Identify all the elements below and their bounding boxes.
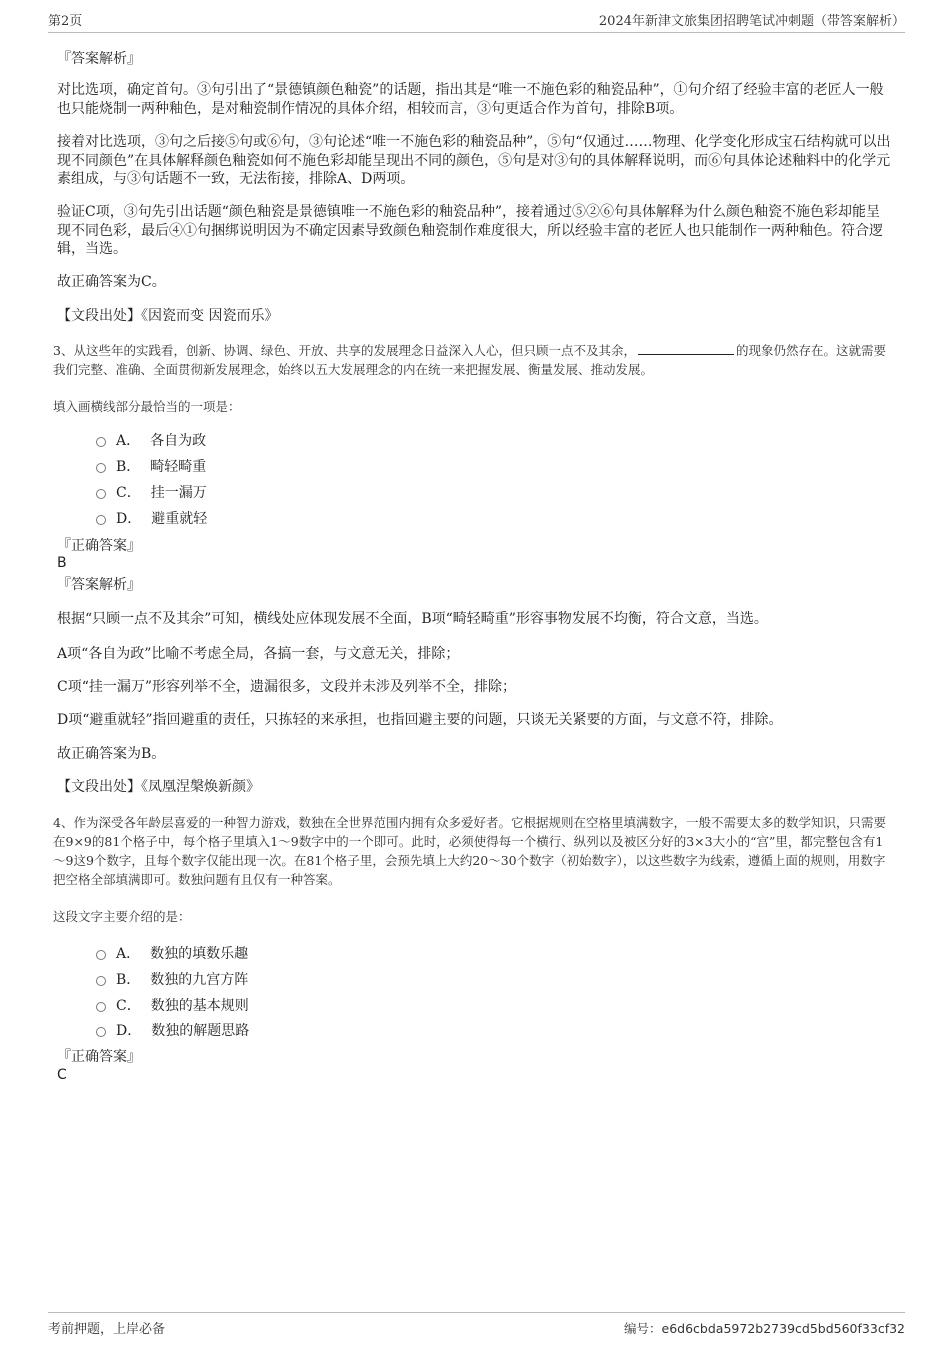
option-text: 避重就轻 — [151, 511, 208, 527]
option-text: 挂一漏万 — [150, 485, 207, 501]
option-letter: B． — [116, 459, 141, 475]
q4-option-d[interactable] — [96, 1020, 249, 1040]
q4-answer-label: 『正确答案』 — [57, 1049, 141, 1065]
option-text: 畸轻畸重 — [150, 459, 207, 475]
option-letter: C． — [116, 998, 141, 1014]
option-letter: B． — [116, 972, 141, 988]
q3-prompt: 填入画横线部分最恰当的一项是： — [53, 399, 241, 414]
q3-analysis-p4: D项“避重就轻”指回避重的责任，只拣轻的来承担，也指回避主要的问题，只谈无关紧要的方面，与文意不符，排除。 — [57, 712, 783, 728]
radio-icon[interactable] — [96, 489, 106, 499]
q3-answer-label: 『正确答案』 — [57, 538, 141, 554]
q3-source: 【文段出处】《凤凰涅槃焕新颜》 — [57, 779, 260, 795]
document-code: 编号：e6d6cbda5972b2739cd5bd560f33cf32 — [624, 1321, 905, 1336]
q3-analysis-p1: 根据“只顾一点不及其余”可知，横线处应体现发展不全面，B项“畸轻畸重”形容事物发展不均衡，符合文意，当选。 — [57, 611, 768, 627]
q2-source: 【文段出处】《因瓷而变 因瓷而乐》 — [57, 308, 279, 324]
q3-blank — [638, 342, 734, 355]
q3-analysis-p3: C项“挂一漏万”形容列举不全，遗漏很多，文段并未涉及列举不全，排除； — [57, 679, 517, 695]
q4-prompt: 这段文字主要介绍的是： — [53, 909, 191, 924]
document-title: 2024年新津文旅集团招聘笔试冲刺题（带答案解析） — [598, 14, 905, 29]
radio-icon[interactable] — [96, 950, 106, 960]
q2-conclusion: 故正确答案为C。 — [57, 274, 166, 290]
option-text: 数独的基本规则 — [150, 998, 249, 1014]
footer-slogan: 考前押题，上岸必备 — [48, 1322, 166, 1337]
q3-stem — [53, 341, 893, 379]
q3-stem-part1: 3、从这些年的实践看，创新、协调、绿色、开放、共享的发展理念日益深入人心，但只顾一点不及其余， — [53, 343, 636, 358]
radio-icon[interactable] — [96, 515, 106, 525]
q4-option-c[interactable] — [96, 995, 249, 1015]
q4-option-b[interactable] — [96, 969, 248, 989]
radio-icon[interactable] — [96, 1002, 106, 1012]
radio-icon[interactable] — [96, 1027, 106, 1037]
option-letter: D． — [116, 1023, 142, 1039]
q3-stem-part2: 的现象仍然存在。这就需要我们完整、准确、全面贯彻新发展理念，始终以五大发展理念的内在统一来把握发展、衡量发展、推动发展。 — [53, 343, 886, 377]
q2-analysis-p2: 接着对比选项，③句之后接⑤句或⑥句，③句论述“唯一不施色彩的釉瓷品种”，⑤句“仅通过……物理、化学变化形成宝石结构就可以出现不同颜色”在具体解释颜色釉瓷如何不施色彩却能呈现出不同的颜色，⑤句是对③句的具体解释说明，而⑥句具体论述釉料中的化学元素组成，与③句话题不一致，无法衔接，排除A、D两项。 — [57, 134, 891, 187]
q3-option-c[interactable] — [96, 482, 207, 502]
q3-answer: B — [57, 555, 67, 571]
option-text: 各自为政 — [150, 433, 207, 449]
page-header — [48, 10, 905, 33]
q3-analysis-p2: A项“各自为政”比喻不考虑全局，各搞一套，与文意无关，排除； — [57, 646, 460, 662]
option-text: 数独的解题思路 — [151, 1023, 250, 1039]
option-letter: A． — [116, 946, 141, 962]
page-footer — [48, 1312, 905, 1337]
radio-icon[interactable] — [96, 976, 106, 986]
option-text: 数独的填数乐趣 — [150, 946, 249, 962]
option-letter: A． — [116, 433, 141, 449]
option-text: 数独的九宫方阵 — [150, 972, 249, 988]
q3-option-b[interactable] — [96, 456, 206, 476]
radio-icon[interactable] — [96, 437, 106, 447]
q3-conclusion: 故正确答案为B。 — [57, 746, 166, 762]
q4-stem: 4、作为深受各年龄层喜爱的一种智力游戏，数独在全世界范围内拥有众多爱好者。它根据规则在空格里填满数字，一般不需要太多的数学知识，只需要在9×9的81个格子中，每个格子里填入1～9数字中的一个即可。此时，必须使得每一个横行、纵列以及被区分好的3×3大小的“宫”里，都完整包含有1～9这9个数字，且每个数字仅能出现一次。在81个格子里，会预先填上大约20～30个数字（初始数字），以这些数字为线索，遵循上面的规则，用数字把空格全部填满即可。数独问题有且仅有一种答案。 — [53, 815, 886, 887]
q2-analysis-p1: 对比选项，确定首句。③句引出了“景德镇颜色釉瓷”的话题，指出其是“唯一不施色彩的釉瓷品种”，①句介绍了经验丰富的老匠人一般也只能烧制一两种釉色，是对釉瓷制作情况的具体介绍，相较而言，③句更适合作为首句，排除B项。 — [57, 82, 884, 117]
q4-answer: C — [57, 1067, 67, 1083]
q4-option-a[interactable] — [96, 943, 248, 963]
q3-analysis-label: 『答案解析』 — [57, 577, 141, 593]
radio-icon[interactable] — [96, 463, 106, 473]
page-number: 第2页 — [48, 14, 83, 29]
q2-analysis-p3: 验证C项，③句先引出话题“颜色釉瓷是景德镇唯一不施色彩的釉瓷品种”，接着通过⑤②⑥句具体解释为什么颜色釉瓷不施色彩却能呈现不同色彩，最后④①句捆绑说明因为不确定因素导致颜色釉瓷制作难度很大，所以经验丰富的老匠人也只能制作一两种釉色。符合逻辑，当选。 — [57, 204, 883, 257]
q2-analysis-label: 『答案解析』 — [57, 51, 141, 67]
option-letter: D． — [116, 511, 142, 527]
q3-option-a[interactable] — [96, 430, 206, 450]
option-letter: C． — [116, 485, 141, 501]
q3-option-d[interactable] — [96, 508, 207, 528]
